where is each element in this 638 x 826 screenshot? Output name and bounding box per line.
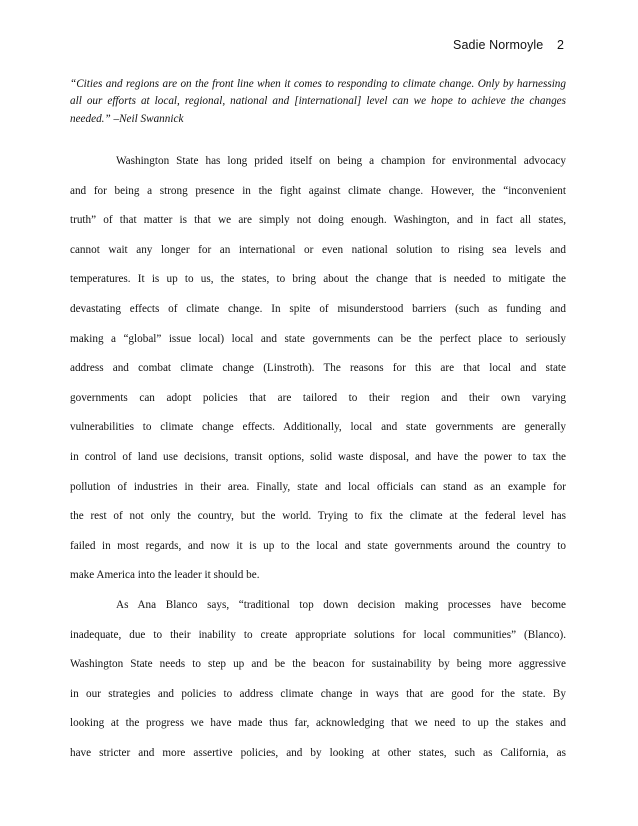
paragraph-2-line: looking at the progress we have made thus far, acknowledging that we need to up the stakes and <box>70 717 566 730</box>
paragraph-1-line: cannot wait any longer for an international or even national solution to rising sea levels and <box>70 243 566 256</box>
paragraph-1-line: make America into the leader it should be. <box>70 569 260 582</box>
paragraph-1-line: the rest of not only the country, but the world. Trying to fix the climate at the federal level has <box>70 510 566 523</box>
paragraph-1-line: in control of land use decisions, transit options, solid waste disposal, and have the power to tax the <box>70 450 566 463</box>
epigraph-quote: “Cities and regions are on the front line when it comes to responding to climate change. Only by harnessing all our efforts at local, regional, national and [international] level can we hope to achieve the changes needed.” –Neil Swannick <box>70 78 566 125</box>
paragraph-1-line: Washington State has long prided itself on being a champion for environmental advocacy <box>116 155 566 167</box>
page-number: 2 <box>556 38 564 52</box>
paragraph-2-line: As Ana Blanco says, “traditional top down decision making processes have become <box>116 598 566 611</box>
paragraph-1-line: failed in most regards, and now it is up to the local and state governments around the country to <box>70 539 566 552</box>
paragraph-1-line: governments can adopt policies that are tailored to their region and their own varying <box>70 391 566 404</box>
paragraph-1-line: truth” of that matter is that we are simply not doing enough. Washington, and in fact all states, <box>70 214 566 227</box>
page-header <box>453 38 564 52</box>
paragraph-1-line: making a “global” issue local) local and state governments can be the perfect place to seriously <box>70 332 566 345</box>
paragraph-2-line: inadequate, due to their inability to create appropriate solutions for local communities” (Blanco). <box>70 628 566 641</box>
paragraph-1-line: devastating effects of climate change. In spite of misunderstood barriers (such as funding and <box>70 302 566 315</box>
paragraph-1-line: pollution of industries in their area. Finally, state and local officials can stand as an example for <box>70 480 566 493</box>
paragraph-2-line: have stricter and more assertive policies, and by looking at other states, such as California, as <box>70 746 566 759</box>
paragraph-2-line: Washington State needs to step up and be the beacon for sustainability by being more aggressive <box>70 658 566 671</box>
essay-body <box>70 147 566 768</box>
paragraph-1-line: vulnerabilities to climate change effects. Additionally, local and state governments are generally <box>70 421 566 434</box>
paragraph-2-line: in our strategies and policies to address climate change in ways that are good for the state. By <box>70 687 566 700</box>
paragraph-1-line: address and combat climate change (Linstroth). The reasons for this are that local and state <box>70 362 566 375</box>
paragraph-1-line: temperatures. It is up to us, the states, to bring about the change that is needed to mitigate the <box>70 273 566 286</box>
paragraph-1-line: and for being a strong presence in the fight against climate change. However, the “inconvenient <box>70 184 566 197</box>
author-name: Sadie Normoyle <box>453 38 544 52</box>
